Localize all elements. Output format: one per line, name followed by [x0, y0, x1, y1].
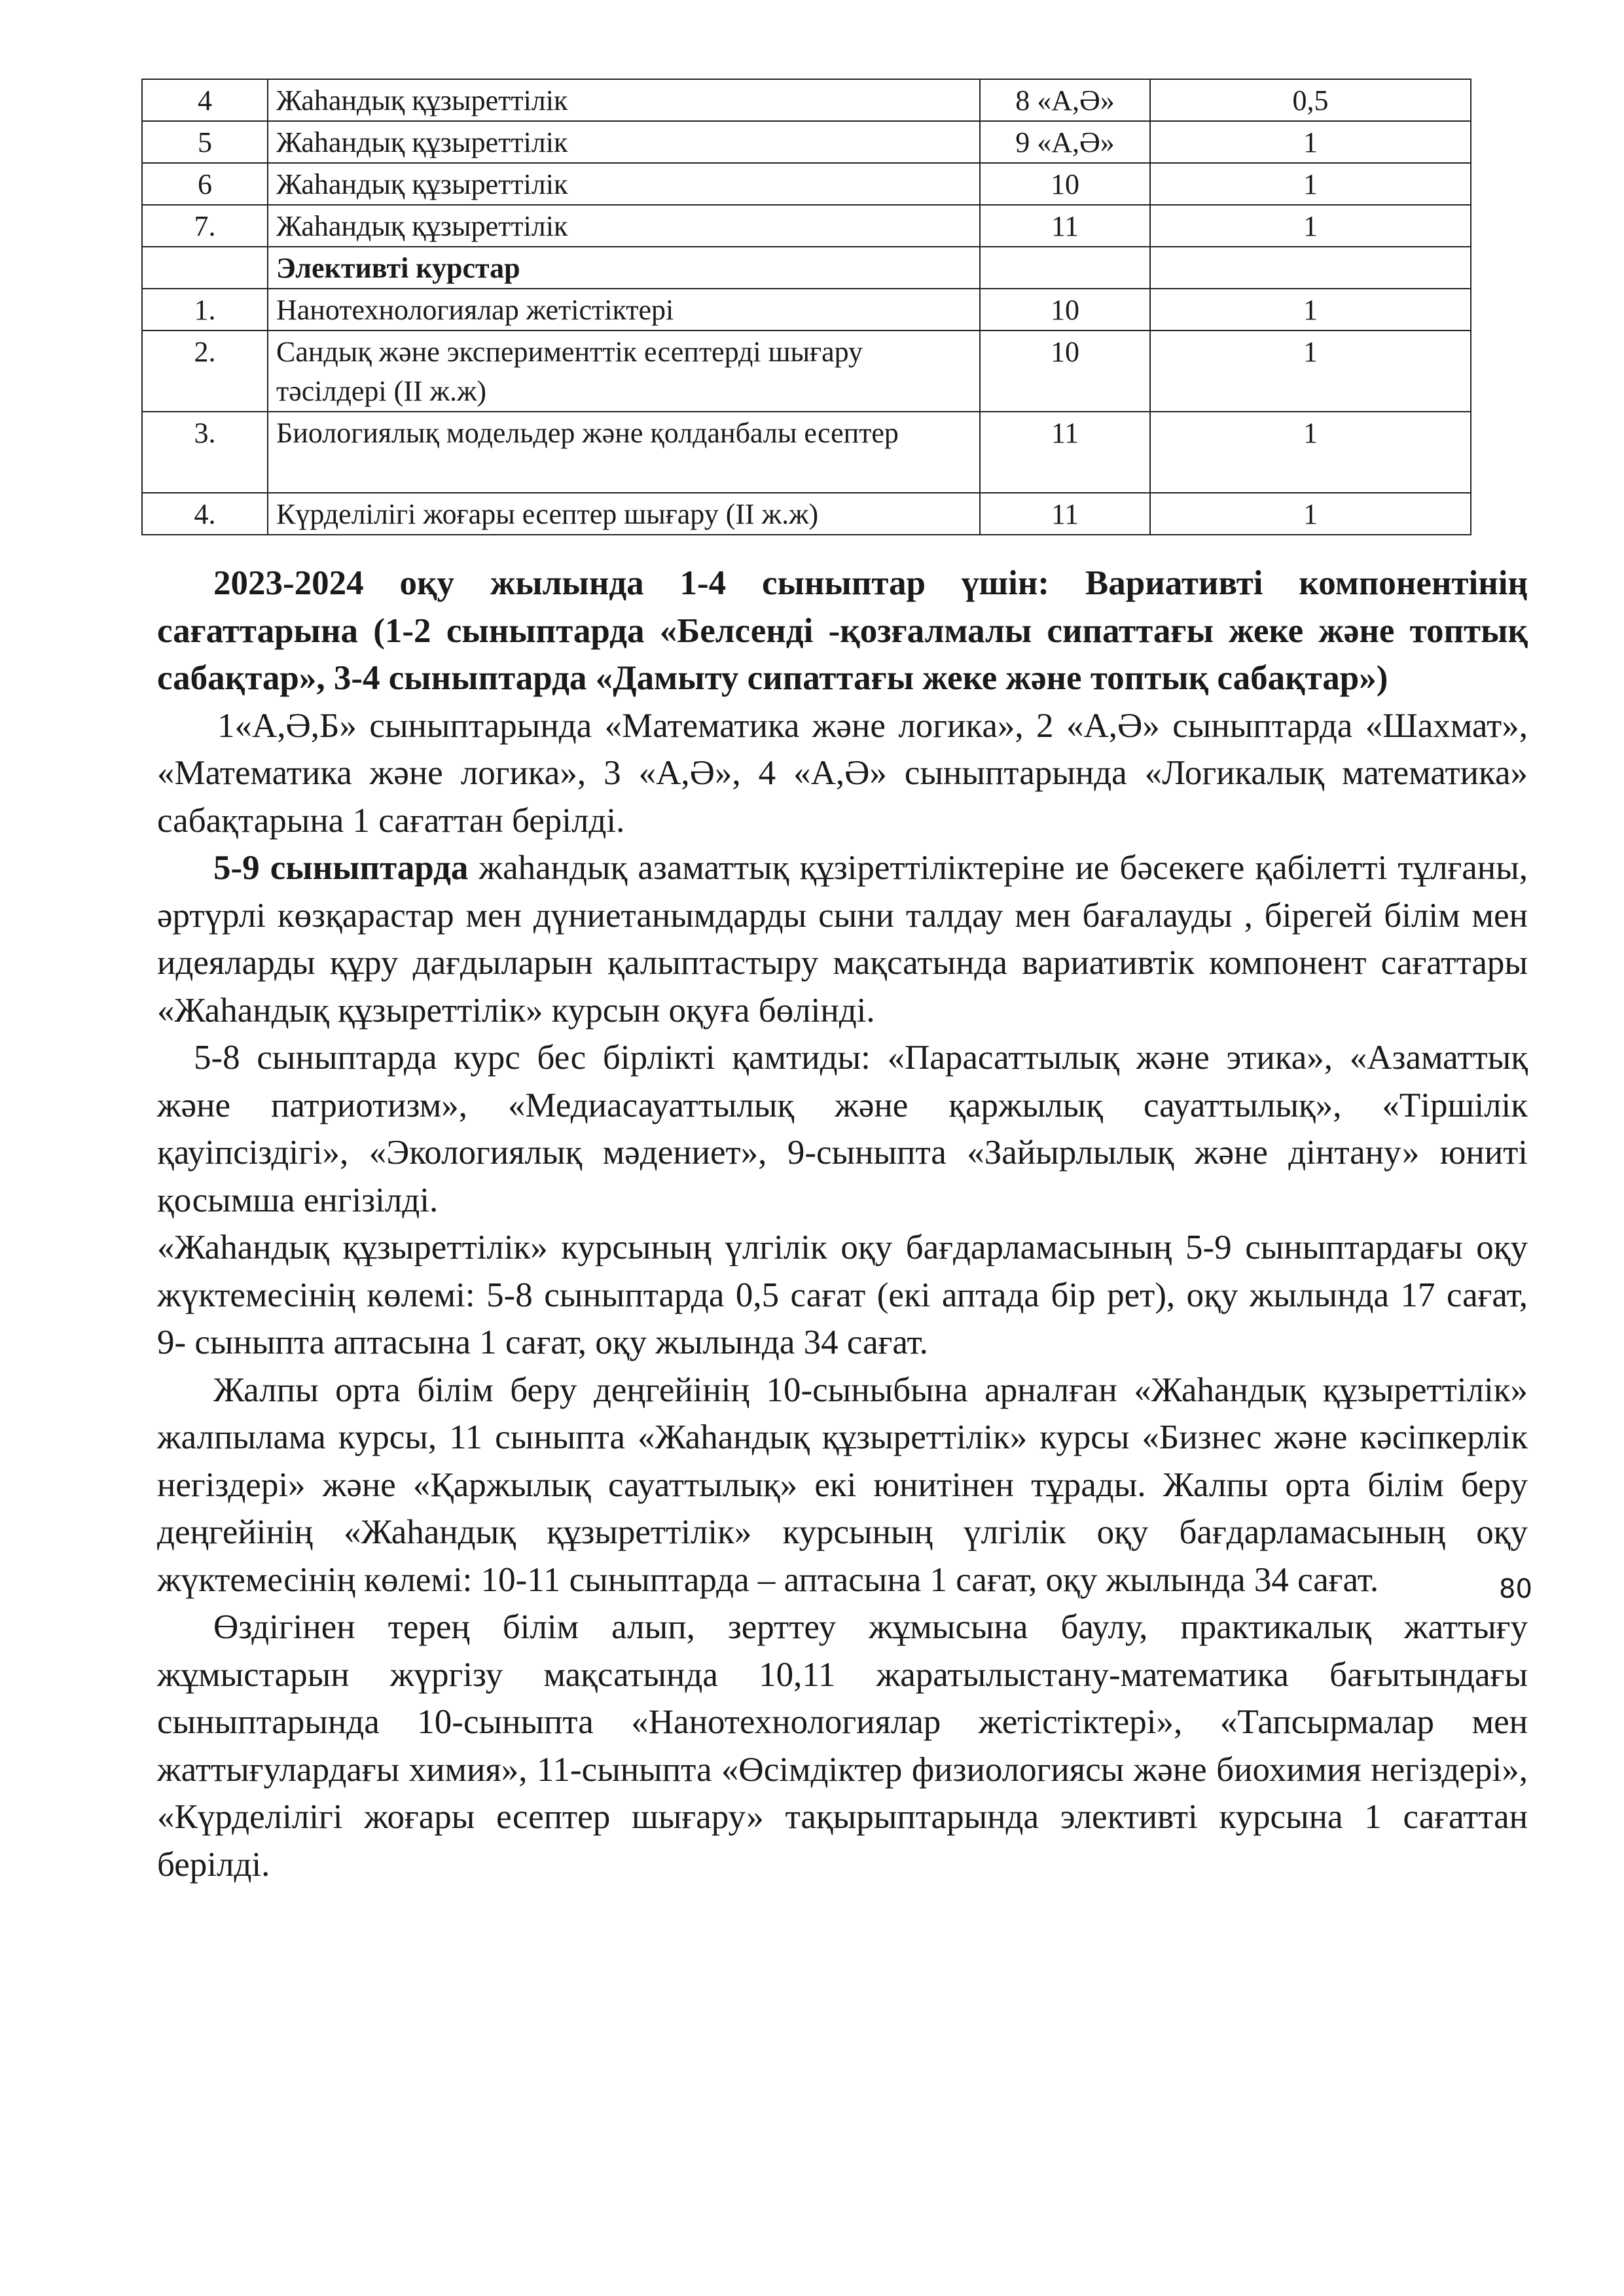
course-name: Биологиялық модельдер және қолданбалы есептер: [268, 412, 980, 493]
paragraph-grades-10-11: Жалпы орта білім беру деңгейінің 10-сыныбына арналған «Жаһандық құзыреттілік» жалпылама курсы, 11 сыныпта «Жаһандық құзыреттілік» курсы «Бизнес және кәсіпкерлік негіздері» және «Қаржылық сауаттылық» екі юнитінен тұрады. Жалпы орта білім беру деңгейінің «Жаһандық құзыреттілік» курсының үлгілік оқу бағдарламасының оқу жүктемесінің көлемі: 10-11 сыныптарда – аптасына 1 сағат, оқу жылында 34 сағат.: [157, 1371, 1528, 1599]
hours-cell: 0,5: [1150, 79, 1471, 121]
hours-cell: 1: [1150, 289, 1471, 331]
section-header-row: [142, 247, 1471, 289]
class-cell: 10: [980, 163, 1150, 205]
section-title: Элективті курстар: [268, 247, 980, 289]
class-cell: 11: [980, 205, 1150, 247]
course-name: Нанотехнологиялар жетістіктері: [268, 289, 980, 331]
row-number: 1.: [142, 289, 268, 331]
hours-cell: 1: [1150, 163, 1471, 205]
course-name: Жаһандық құзыреттілік: [268, 79, 980, 121]
paragraph-grades-1-4: 1«А,Ә,Б» сыныптарында «Математика және логика», 2 «А,Ә» сыныптарда «Шахмат», «Математика және логика», 3 «А,Ә», 4 «А,Ә» сыныптарында «Логикалық математика» сабақтарына 1 сағаттан берілді.: [157, 706, 1528, 840]
page-number: 80: [1499, 1574, 1532, 1604]
paragraph-body: жаһандық азаматтық құзіреттіліктеріне ие бәсекеге қабілетті тұлғаны, әртүрлі көзқарастар мен дүниетанымдарды сыни талдау мен бағалауды , бірегей білім мен идеяларды құру дағдыларын қалыптастыру мақсатында вариативтік компонент сағаттары «Жаһандық құзыреттілік» курсын оқуға бөлінді.: [157, 849, 1528, 1030]
class-cell: 10: [980, 289, 1150, 331]
row-number: 6: [142, 163, 268, 205]
row-number: 4.: [142, 493, 268, 535]
course-name: Күрделілігі жоғары есептер шығару (II ж.ж): [268, 493, 980, 535]
class-cell: 11: [980, 412, 1150, 493]
hours-cell: 1: [1150, 121, 1471, 163]
hours-cell: 1: [1150, 493, 1471, 535]
table-row: [142, 163, 1471, 205]
courses-table: [141, 79, 1471, 535]
row-number: [142, 247, 268, 289]
table-row: [142, 493, 1471, 535]
class-cell: 9 «А,Ә»: [980, 121, 1150, 163]
hours-cell: 1: [1150, 412, 1471, 493]
table-row: [142, 289, 1471, 331]
paragraph-lead-bold: 5-9 сыныптарда: [213, 849, 469, 887]
course-name: Жаһандық құзыреттілік: [268, 205, 980, 247]
row-number: 3.: [142, 412, 268, 493]
class-cell: [980, 247, 1150, 289]
paragraph-grades-5-9: [157, 844, 1528, 1034]
course-name: Сандық және эксперименттік есептерді шығару тәсілдері (II ж.ж): [268, 331, 980, 412]
course-name: Жаһандық құзыреттілік: [268, 121, 980, 163]
row-number: 7.: [142, 205, 268, 247]
row-number: 2.: [142, 331, 268, 412]
hours-cell: [1150, 247, 1471, 289]
section-heading: 2023-2024 оқу жылында 1-4 сыныптар үшін: Вариативті компонентінің сағаттарына (1-2 сыныптарда «Белсенді -қозғалмалы сипаттағы жеке және топтық сабақтар», 3-4 сыныптарда «Дамыту сипаттағы жеке және топтық сабақтар»): [157, 564, 1528, 697]
class-cell: 8 «А,Ә»: [980, 79, 1150, 121]
class-cell: 10: [980, 331, 1150, 412]
row-number: 5: [142, 121, 268, 163]
table-row: [142, 205, 1471, 247]
row-number: 4: [142, 79, 268, 121]
table-row: [142, 412, 1471, 493]
table-row: [142, 121, 1471, 163]
body-text: [157, 560, 1528, 1888]
paragraph-units: 5-8 сыныптарда курс бес бірлікті қамтиды: «Парасаттылық және этика», «Азаматтық және патриотизм», «Медиасауаттылық және қаржылық сауаттылық», «Тіршілік қауіпсіздігі», «Экологиялық мәдениет», 9-сыныпта «Зайырлылық және дінтану» юниті қосымша енгізілді.: [157, 1039, 1528, 1219]
course-name: Жаһандық құзыреттілік: [268, 163, 980, 205]
table-row: [142, 331, 1471, 412]
hours-cell: 1: [1150, 331, 1471, 412]
hours-cell: 1: [1150, 205, 1471, 247]
class-cell: 11: [980, 493, 1150, 535]
paragraph-electives: Өздігінен терең білім алып, зерттеу жұмысына баулу, практикалық жаттығу жұмыстарын жүргізу мақсатында 10,11 жаратылыстану-математика бағытындағы сыныптарында 10-сыныпта «Нанотехнологиялар жетістіктері», «Тапсырмалар мен жаттығулардағы химия», 11-сыныпта «Өсімдіктер физиологиясы және биохимия негіздері», «Күрделілігі жоғары есептер шығару» тақырыптарында элективті курсына 1 сағаттан берілді.: [157, 1608, 1528, 1884]
paragraph-workload: «Жаһандық құзыреттілік» курсының үлгілік оқу бағдарламасының 5-9 сыныптардағы оқу жүктемесінің көлемі: 5-8 сыныптарда 0,5 сағат (екі аптада бір рет), оқу жылында 17 сағат, 9- сыныпта аптасына 1 сағат, оқу жылында 34 сағат.: [157, 1229, 1528, 1361]
table-row: [142, 79, 1471, 121]
